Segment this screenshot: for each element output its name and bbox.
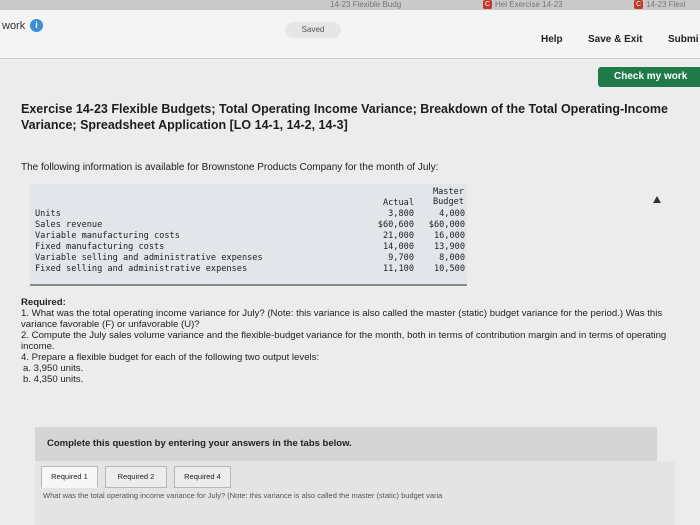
browser-tab-exercise[interactable]: C Hel Exercise 14-23 [484,0,563,9]
table-row: Variable selling and administrative expenses 9,700 8,000 [35,253,465,263]
check-my-work-button[interactable]: Check my work [598,67,700,87]
tab-required-1[interactable]: Required 1 [41,466,98,488]
browser-tab-flexi[interactable]: C 14-23 Flexi [635,0,686,9]
browser-tab-flexible-budg[interactable]: 14-23 Flexible Budg [330,0,402,9]
required-section [21,297,691,385]
table-row: Variable manufacturing costs 21,000 16,000 [35,231,465,241]
table-row: Fixed selling and administrative expenses 11,100 10,500 [35,264,465,274]
instruction-banner: Complete this question by entering your answers in the tabs below. [35,427,657,461]
column-header-actual: Actual [382,198,414,208]
table-row: Fixed manufacturing costs 14,000 13,900 [35,242,465,252]
budget-data-table [30,184,467,286]
required-heading: Required: [21,297,66,308]
question-content [0,59,700,525]
saved-status: Saved [285,22,341,38]
save-exit-button[interactable]: Save & Exit [588,34,643,45]
question-preview-text: What was the total operating income variance for July? (Note: this variance is also called the master (static) budget varia [43,491,443,500]
info-icon[interactable]: i [30,19,43,32]
required-item-1: 1. What was the total operating income variance for July? (Note: this variance is also called the master (static) budget variance for the period.) Was this variance favorable (F) or unfavorable (U)? [21,308,663,330]
tab-badge-icon: C [484,1,491,8]
required-item-4b: b. 4,350 units. [23,374,84,385]
tab-required-4[interactable]: Required 4 [174,466,231,488]
exercise-title: Exercise 14-23 Flexible Budgets; Total Operating Income Variance; Breakdown of the Total Operating-Income Variance; Spreadsheet Application [LO 14-1, 14-2, 14-3] [21,102,668,132]
browser-tab-strip [0,0,700,10]
table-row: Sales revenue $60,600 $60,000 [35,220,465,230]
required-item-4: 4. Prepare a flexible budget for each of the following two output levels: [21,352,320,363]
answer-tabs-panel [35,461,675,525]
submit-button[interactable]: Submi [668,34,699,45]
help-button[interactable]: Help [541,34,563,45]
assignment-toolbar [0,10,700,59]
homework-label: work [2,20,26,32]
intro-text: The following information is available for Brownstone Products Company for the month of July: [21,162,439,173]
tab-badge-icon: C [635,1,642,8]
required-item-2: 2. Compute the July sales volume variance and the flexible-budget variance for the month, both in terms of contribution margin and in terms of operating income. [21,330,667,352]
required-item-4a: a. 3,950 units. [23,363,84,374]
column-header-master: Master Budget [432,187,464,207]
table-row: Units 3,800 4,000 [35,209,465,219]
tab-required-2[interactable]: Required 2 [105,466,167,488]
mouse-cursor-icon [653,196,661,203]
